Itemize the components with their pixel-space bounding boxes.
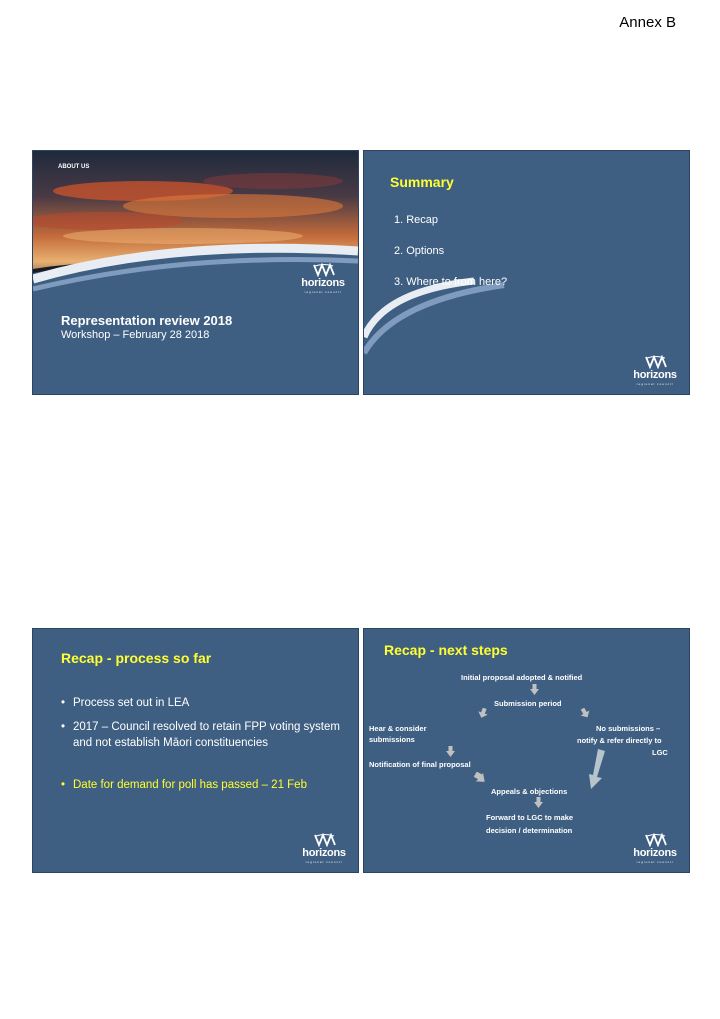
bullet-list bbox=[61, 695, 341, 793]
slide-representation-review bbox=[32, 150, 359, 395]
down-arrow-icon bbox=[474, 772, 486, 784]
down-arrow-icon bbox=[446, 746, 455, 757]
flow-step-final: Notification of final proposal bbox=[369, 760, 471, 769]
logo-wordmark: horizons bbox=[633, 369, 677, 381]
list-item: 1. Recap bbox=[394, 214, 439, 226]
list-item: • Process set out in LEA bbox=[61, 695, 341, 711]
flow-step-hear: Hear & consider bbox=[369, 724, 427, 733]
flow-step-no-submissions: LGC bbox=[652, 748, 668, 757]
flow-step-initial: Initial proposal adopted & notified bbox=[461, 673, 583, 682]
list-item: • Date for demand for poll has passed – 21 Feb bbox=[61, 777, 341, 793]
flow-step-submission-period: Submission period bbox=[494, 699, 562, 708]
summary-list bbox=[394, 214, 507, 307]
horizons-logo-icon bbox=[627, 355, 683, 389]
flow-step-no-submissions: notify & refer directly to bbox=[577, 736, 662, 745]
horizons-logo-icon bbox=[295, 263, 351, 297]
annex-label: Annex B bbox=[619, 14, 676, 31]
logo-tagline: regional council bbox=[636, 382, 674, 386]
horizons-logo-icon bbox=[627, 833, 683, 867]
list-item: • 2017 – Council resolved to retain FPP voting system and not establish Māori constituencies bbox=[61, 719, 341, 751]
logo-wordmark: horizons bbox=[301, 277, 345, 289]
down-arrow-icon bbox=[534, 797, 543, 808]
list-item: 2. Options bbox=[394, 245, 445, 257]
flow-step-hear: submissions bbox=[369, 735, 415, 744]
slide-title: Recap - process so far bbox=[61, 650, 212, 666]
horizons-logo-icon bbox=[296, 833, 352, 867]
down-arrow-icon bbox=[584, 749, 606, 789]
down-arrow-icon bbox=[478, 708, 488, 718]
slide-recap-process bbox=[32, 628, 359, 873]
list-item: 3. Where to from here? bbox=[394, 276, 508, 288]
flow-step-appeals: Appeals & objections bbox=[491, 787, 568, 796]
down-arrow-icon bbox=[530, 684, 539, 695]
about-us-kicker: ABOUT US bbox=[58, 164, 90, 170]
slide-title: Summary bbox=[390, 174, 454, 190]
logo-tagline: regional council bbox=[304, 290, 342, 294]
flow-step-forward: decision / determination bbox=[486, 826, 573, 835]
flow-step-no-submissions: No submissions – bbox=[596, 724, 661, 733]
slide-subtitle: Workshop – February 28 2018 bbox=[61, 329, 210, 341]
logo-wordmark: horizons bbox=[633, 847, 677, 859]
logo-tagline: regional council bbox=[636, 860, 674, 864]
slide-title: Recap - next steps bbox=[384, 642, 508, 658]
slide-recap-next-steps bbox=[363, 628, 690, 873]
logo-wordmark: horizons bbox=[302, 847, 346, 859]
logo-tagline: regional council bbox=[305, 860, 343, 864]
down-arrow-icon bbox=[580, 708, 590, 718]
flow-step-forward: Forward to LGC to make bbox=[486, 813, 574, 822]
slide-title: Representation review 2018 bbox=[61, 313, 233, 328]
slide-summary bbox=[363, 150, 690, 395]
